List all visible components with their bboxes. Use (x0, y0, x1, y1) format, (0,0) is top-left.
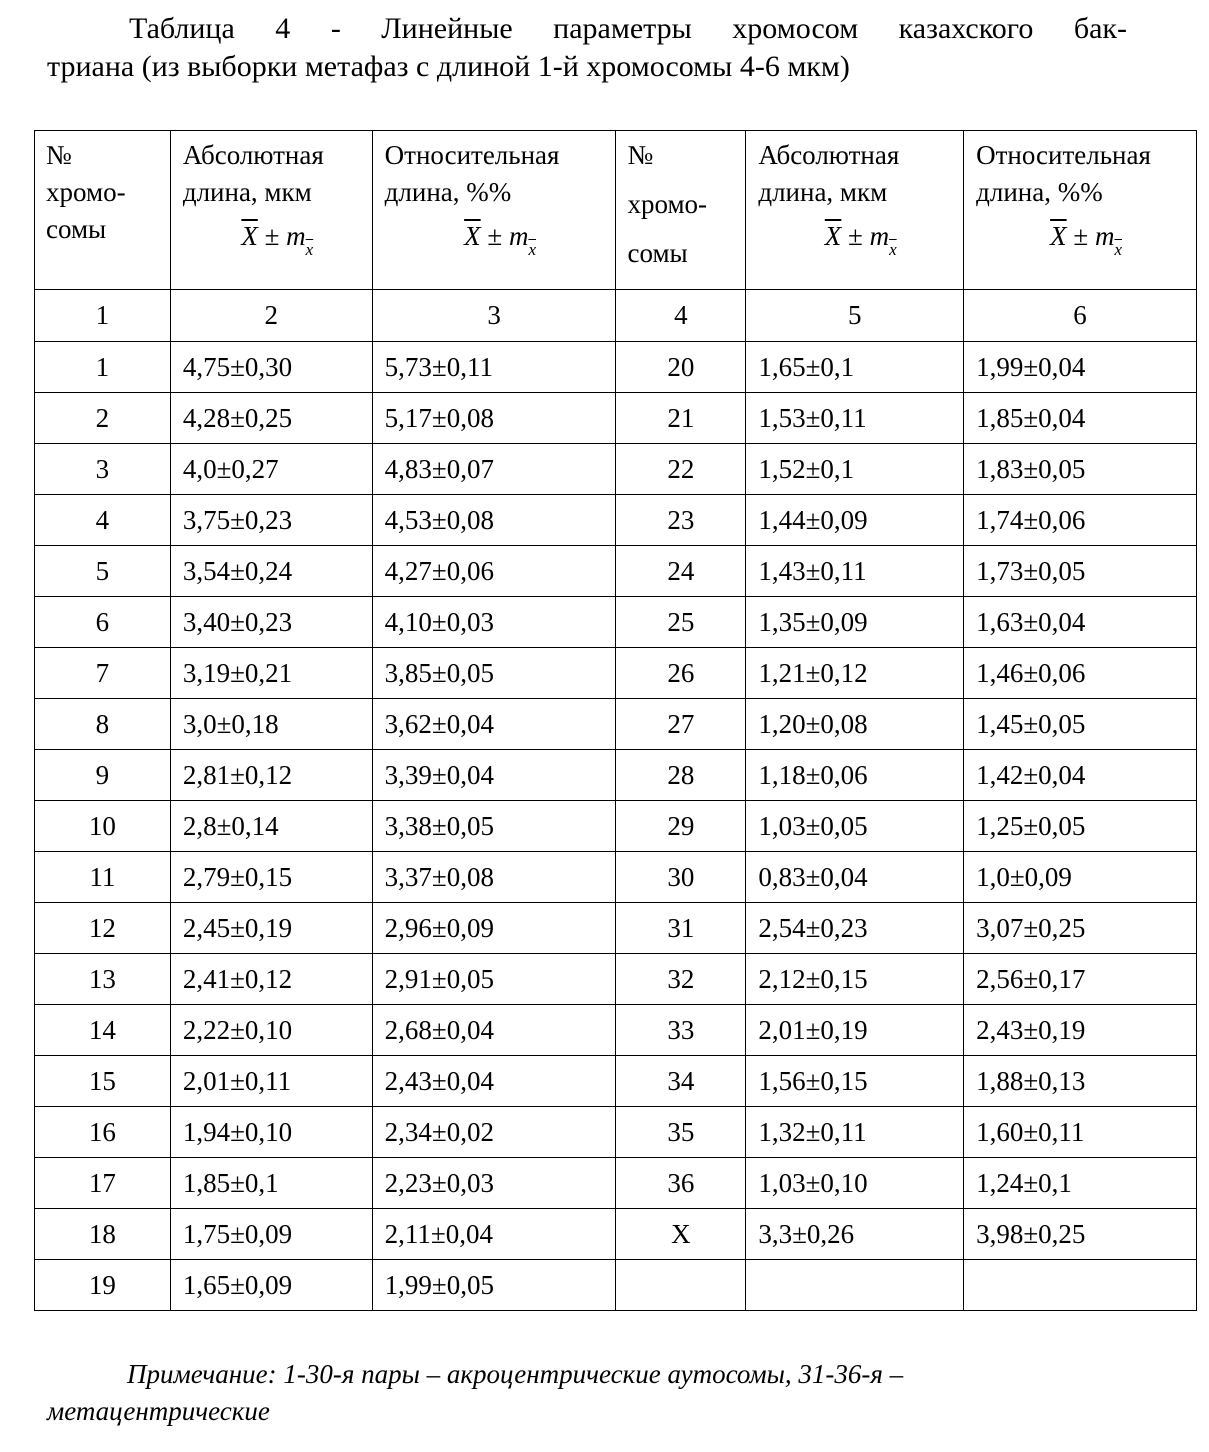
cell-relative-length: 3,85±0,05 (372, 648, 616, 699)
table-row (35, 1158, 1197, 1209)
cell-chromosome-number: 32 (616, 954, 746, 1005)
cell-chromosome-number: 18 (35, 1209, 171, 1260)
cell-chromosome-number: 25 (616, 597, 746, 648)
cell-absolute-length: 0,83±0,04 (746, 852, 964, 903)
cell-relative-length: 1,99±0,05 (372, 1260, 616, 1311)
cell-chromosome-number: 13 (35, 954, 171, 1005)
cell-chromosome-number: 14 (35, 1005, 171, 1056)
cell-relative-length: 2,96±0,09 (372, 903, 616, 954)
cell-absolute-length: 1,85±0,1 (170, 1158, 372, 1209)
cell-relative-length (964, 1260, 1197, 1311)
table-row (35, 750, 1197, 801)
cell-chromosome-number: 3 (35, 444, 171, 495)
cell-relative-length: 1,0±0,09 (964, 852, 1197, 903)
cell-relative-length: 1,25±0,05 (964, 801, 1197, 852)
cell-absolute-length: 1,20±0,08 (746, 699, 964, 750)
cell-relative-length: 3,39±0,04 (372, 750, 616, 801)
cell-relative-length: 2,23±0,03 (372, 1158, 616, 1209)
cell-chromosome-number: 5 (35, 546, 171, 597)
cell-relative-length: 1,42±0,04 (964, 750, 1197, 801)
cell-relative-length: 2,11±0,04 (372, 1209, 616, 1260)
note-line-2: метацентрические (47, 1396, 270, 1426)
table-row (35, 648, 1197, 699)
cell-absolute-length: 3,19±0,21 (170, 648, 372, 699)
caption-line-1: Таблица 4 - Линейные параметры хромосом казахского бак- (129, 12, 1127, 45)
cell-chromosome-number: 29 (616, 801, 746, 852)
cell-relative-length: 2,34±0,02 (372, 1107, 616, 1158)
cell-relative-length: 1,63±0,04 (964, 597, 1197, 648)
column-number-row (35, 290, 1197, 342)
formula-mean-error: $\overline{X} \pm m_{\overline{x}}$ (824, 221, 897, 259)
cell-absolute-length: 1,94±0,10 (170, 1107, 372, 1158)
cell-relative-length: 3,62±0,04 (372, 699, 616, 750)
cell-absolute-length: 4,75±0,30 (170, 342, 372, 393)
cell-absolute-length: 3,40±0,23 (170, 597, 372, 648)
cell-chromosome-number: 30 (616, 852, 746, 903)
cell-relative-length: 4,83±0,07 (372, 444, 616, 495)
cell-absolute-length: 1,44±0,09 (746, 495, 964, 546)
cell-relative-length: 3,38±0,05 (372, 801, 616, 852)
cell-chromosome-number: 7 (35, 648, 171, 699)
header-absolute-length-right: Абсолютная длина, мкм $\overline{X} \pm m_{\overline{x}}$ (746, 131, 964, 290)
cell-absolute-length: 2,45±0,19 (170, 903, 372, 954)
header-relative-length-left: Относительная длина, %% $\overline{X} \pm m_{\overline{x}}$ (372, 131, 616, 290)
cell-relative-length: 4,27±0,06 (372, 546, 616, 597)
chromosome-table (34, 130, 1197, 1311)
formula-mean-error: $\overline{X} \pm m_{\overline{x}}$ (464, 221, 536, 259)
cell-relative-length: 1,85±0,04 (964, 393, 1197, 444)
cell-relative-length: 1,88±0,13 (964, 1056, 1197, 1107)
cell-absolute-length: 2,41±0,12 (170, 954, 372, 1005)
column-number: 1 (35, 290, 171, 342)
table-body (35, 342, 1197, 1311)
cell-chromosome-number (616, 1260, 746, 1311)
cell-chromosome-number: 21 (616, 393, 746, 444)
table-row (35, 1209, 1197, 1260)
cell-relative-length: 1,46±0,06 (964, 648, 1197, 699)
cell-absolute-length: 4,0±0,27 (170, 444, 372, 495)
table-row (35, 1056, 1197, 1107)
cell-relative-length: 2,91±0,05 (372, 954, 616, 1005)
cell-absolute-length: 1,18±0,06 (746, 750, 964, 801)
table-note (47, 1356, 1127, 1430)
cell-relative-length: 3,37±0,08 (372, 852, 616, 903)
cell-absolute-length: 1,75±0,09 (170, 1209, 372, 1260)
cell-absolute-length: 1,03±0,05 (746, 801, 964, 852)
cell-relative-length: 2,43±0,04 (372, 1056, 616, 1107)
table-row (35, 903, 1197, 954)
cell-absolute-length (746, 1260, 964, 1311)
cell-absolute-length: 1,32±0,11 (746, 1107, 964, 1158)
cell-relative-length: 1,73±0,05 (964, 546, 1197, 597)
header-absolute-length-left: Абсолютная длина, мкм $\overline{X} \pm m_{\overline{x}}$ (170, 131, 372, 290)
cell-relative-length: 2,68±0,04 (372, 1005, 616, 1056)
cell-chromosome-number: 20 (616, 342, 746, 393)
table-row (35, 546, 1197, 597)
cell-relative-length: 4,53±0,08 (372, 495, 616, 546)
cell-absolute-length: 2,81±0,12 (170, 750, 372, 801)
cell-absolute-length: 3,3±0,26 (746, 1209, 964, 1260)
cell-relative-length: 1,99±0,04 (964, 342, 1197, 393)
table-caption (47, 10, 1127, 86)
table-row (35, 495, 1197, 546)
cell-absolute-length: 1,35±0,09 (746, 597, 964, 648)
caption-line-2: триана (из выборки метафаз с длиной 1-й хромосомы 4-6 мкм) (47, 50, 850, 83)
cell-absolute-length: 1,03±0,10 (746, 1158, 964, 1209)
cell-chromosome-number: 10 (35, 801, 171, 852)
table-row (35, 801, 1197, 852)
cell-absolute-length: 1,65±0,09 (170, 1260, 372, 1311)
cell-chromosome-number: 17 (35, 1158, 171, 1209)
cell-absolute-length: 4,28±0,25 (170, 393, 372, 444)
cell-absolute-length: 2,12±0,15 (746, 954, 964, 1005)
table-row (35, 1260, 1197, 1311)
cell-chromosome-number: 6 (35, 597, 171, 648)
cell-chromosome-number: 26 (616, 648, 746, 699)
cell-absolute-length: 3,75±0,23 (170, 495, 372, 546)
column-number: 3 (372, 290, 616, 342)
cell-relative-length: 2,43±0,19 (964, 1005, 1197, 1056)
cell-chromosome-number: 28 (616, 750, 746, 801)
cell-relative-length: 4,10±0,03 (372, 597, 616, 648)
table-header-row (35, 131, 1197, 290)
cell-absolute-length: 2,22±0,10 (170, 1005, 372, 1056)
cell-chromosome-number: 9 (35, 750, 171, 801)
cell-chromosome-number: 23 (616, 495, 746, 546)
table-row (35, 852, 1197, 903)
cell-chromosome-number: 27 (616, 699, 746, 750)
table-row (35, 393, 1197, 444)
cell-chromosome-number: 11 (35, 852, 171, 903)
cell-chromosome-number: 35 (616, 1107, 746, 1158)
cell-chromosome-number: X (616, 1209, 746, 1260)
table-row (35, 597, 1197, 648)
cell-absolute-length: 2,01±0,11 (170, 1056, 372, 1107)
header-chromosome-number-right: № хромо- сомы (616, 131, 746, 290)
cell-chromosome-number: 15 (35, 1056, 171, 1107)
column-number: 5 (746, 290, 964, 342)
cell-chromosome-number: 22 (616, 444, 746, 495)
cell-relative-length: 2,56±0,17 (964, 954, 1197, 1005)
cell-chromosome-number: 12 (35, 903, 171, 954)
cell-absolute-length: 3,0±0,18 (170, 699, 372, 750)
cell-relative-length: 3,07±0,25 (964, 903, 1197, 954)
cell-chromosome-number: 1 (35, 342, 171, 393)
cell-chromosome-number: 16 (35, 1107, 171, 1158)
cell-absolute-length: 3,54±0,24 (170, 546, 372, 597)
cell-chromosome-number: 2 (35, 393, 171, 444)
cell-absolute-length: 2,79±0,15 (170, 852, 372, 903)
cell-relative-length: 1,60±0,11 (964, 1107, 1197, 1158)
cell-chromosome-number: 8 (35, 699, 171, 750)
table-row (35, 954, 1197, 1005)
cell-chromosome-number: 33 (616, 1005, 746, 1056)
cell-relative-length: 1,83±0,05 (964, 444, 1197, 495)
header-relative-length-right: Относительная длина, %% $\overline{X} \pm m_{\overline{x}}$ (964, 131, 1197, 290)
cell-relative-length: 5,73±0,11 (372, 342, 616, 393)
cell-relative-length: 1,74±0,06 (964, 495, 1197, 546)
cell-chromosome-number: 34 (616, 1056, 746, 1107)
cell-relative-length: 1,24±0,1 (964, 1158, 1197, 1209)
cell-chromosome-number: 19 (35, 1260, 171, 1311)
cell-absolute-length: 1,43±0,11 (746, 546, 964, 597)
column-number: 6 (964, 290, 1197, 342)
column-number: 4 (616, 290, 746, 342)
column-number: 2 (170, 290, 372, 342)
table-row (35, 1005, 1197, 1056)
table-row (35, 444, 1197, 495)
formula-mean-error: $\overline{X} \pm m_{\overline{x}}$ (1050, 221, 1122, 259)
cell-absolute-length: 1,56±0,15 (746, 1056, 964, 1107)
cell-absolute-length: 1,21±0,12 (746, 648, 964, 699)
cell-chromosome-number: 31 (616, 903, 746, 954)
cell-absolute-length: 1,53±0,11 (746, 393, 964, 444)
cell-chromosome-number: 4 (35, 495, 171, 546)
table-row (35, 1107, 1197, 1158)
cell-chromosome-number: 24 (616, 546, 746, 597)
cell-relative-length: 1,45±0,05 (964, 699, 1197, 750)
cell-chromosome-number: 36 (616, 1158, 746, 1209)
note-line-1: Примечание: 1-30-я пары – акроцентрические аутосомы, 31-36-я – (127, 1359, 904, 1389)
table-row (35, 699, 1197, 750)
cell-absolute-length: 2,01±0,19 (746, 1005, 964, 1056)
cell-relative-length: 3,98±0,25 (964, 1209, 1197, 1260)
header-chromosome-number-left: № хромо- сомы (35, 131, 171, 290)
formula-mean-error: $\overline{X} \pm m_{\overline{x}}$ (241, 221, 314, 259)
cell-absolute-length: 1,65±0,1 (746, 342, 964, 393)
table-row (35, 342, 1197, 393)
cell-relative-length: 5,17±0,08 (372, 393, 616, 444)
cell-absolute-length: 2,54±0,23 (746, 903, 964, 954)
cell-absolute-length: 1,52±0,1 (746, 444, 964, 495)
cell-absolute-length: 2,8±0,14 (170, 801, 372, 852)
